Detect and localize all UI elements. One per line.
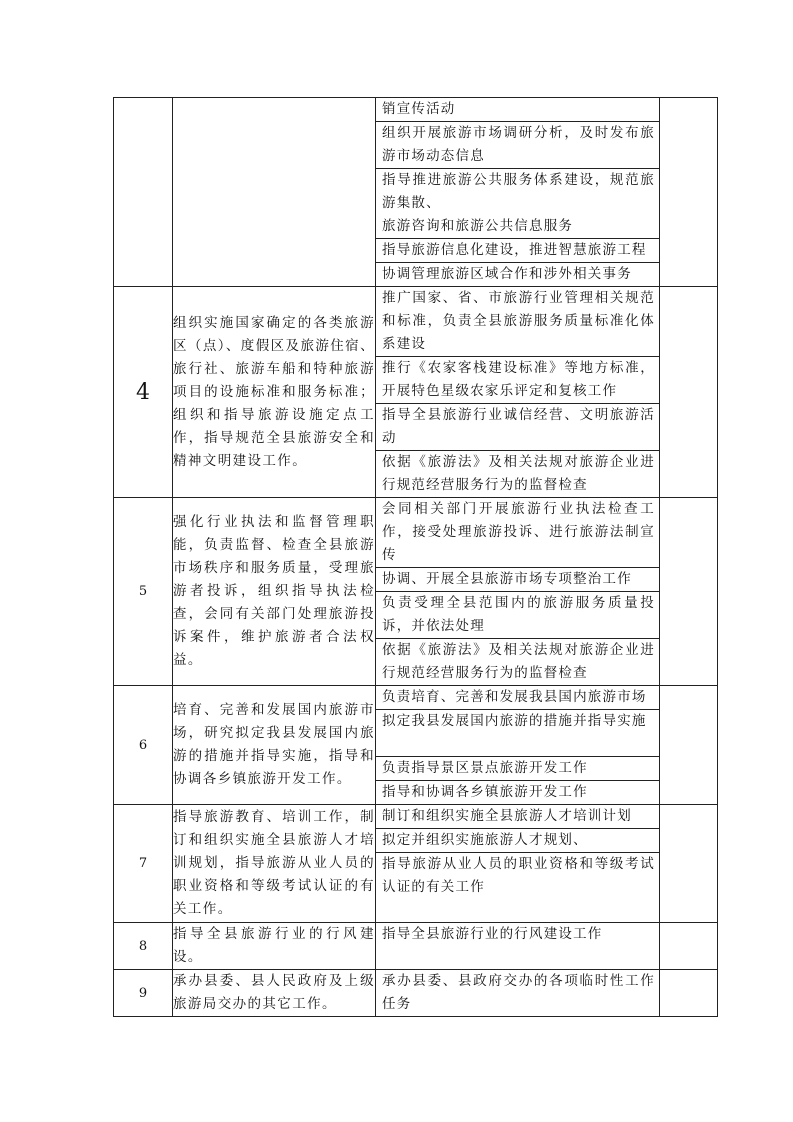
- table-row: [114, 98, 718, 287]
- task-list-cell: [376, 970, 660, 1017]
- task-item: [376, 686, 659, 709]
- task-item: [376, 356, 659, 403]
- row-number: 5: [114, 498, 173, 686]
- task-text: 指导全县旅游行业的行风建设工作: [382, 926, 603, 942]
- remarks-cell: [660, 287, 718, 498]
- table-row: [114, 686, 718, 805]
- task-item: [376, 567, 659, 591]
- task-text: 指导推进旅游公共服务体系建设，规范旅游集散、: [382, 172, 655, 211]
- task-item: [376, 98, 659, 121]
- task-item: [376, 756, 659, 780]
- task-item: [376, 709, 659, 756]
- task-item: [376, 238, 659, 262]
- main-function-cell: 指导全县旅游行业的行风建设。: [173, 923, 376, 970]
- task-list-cell: [376, 498, 660, 686]
- task-text: 组织开展旅游市场调研分析，及时发布旅游市场动态信息: [382, 125, 655, 164]
- task-list-cell: [376, 923, 660, 970]
- main-function-cell: 强化行业执法和监督管理职能，负责监督、检查全县旅游市场秩序和服务质量，受理旅游者投诉，组织指导执法检查，会同有关部门处理旅游投诉案件，维护旅游者合法权益。: [173, 498, 376, 686]
- task-text: 指导旅游信息化建设，推进智慧旅游工程: [382, 242, 647, 258]
- task-item: [376, 168, 659, 238]
- task-item: [376, 638, 659, 685]
- task-text: 拟定并组织实施旅游人才规划、: [382, 832, 588, 848]
- task-item: [376, 852, 659, 922]
- main-function-cell: 指导旅游教育、培训工作，制订和组织实施全县旅游人才培训规划，指导旅游从业人员的职业资格和等级考试认证的有关工作。: [173, 805, 376, 923]
- row-number: [114, 98, 173, 287]
- task-text: 旅游咨询和旅游公共信息服务: [382, 218, 574, 234]
- task-text: 会同相关部门开展旅游行业执法检查工作，接受处理旅游投诉、进行旅游法制宣传: [382, 501, 655, 563]
- table-row: [114, 805, 718, 923]
- task-item: [376, 287, 659, 356]
- task-text: 负责培育、完善和发展我县国内旅游市场: [382, 689, 647, 705]
- task-text: 销宣传活动: [382, 101, 456, 117]
- remarks-cell: [660, 98, 718, 287]
- task-item: [376, 591, 659, 638]
- task-text: 指导全县旅游行业诚信经营、文明旅游活动: [382, 407, 655, 446]
- task-item: [376, 121, 659, 168]
- table-row: [114, 970, 718, 1017]
- task-text: 负责受理全县范围内的旅游服务质量投诉，并依法处理: [382, 595, 655, 634]
- task-text: 负责指导景区景点旅游开发工作: [382, 760, 588, 776]
- main-function-cell: 承办县委、县人民政府及上级旅游局交办的其它工作。: [173, 970, 376, 1017]
- row-number: 6: [114, 686, 173, 805]
- task-list-cell: [376, 98, 660, 287]
- row-number: 8: [114, 923, 173, 970]
- table-row: [114, 287, 718, 498]
- row-number: 7: [114, 805, 173, 923]
- task-text: 依据《旅游法》及相关法规对旅游企业进行规范经营服务行为的监督检查: [382, 454, 655, 493]
- task-text: 协调管理旅游区域合作和涉外相关事务: [382, 266, 632, 282]
- duties-table: [113, 97, 718, 1017]
- main-function-cell: [173, 98, 376, 287]
- task-item: [376, 403, 659, 450]
- task-list-cell: [376, 686, 660, 805]
- task-item: [376, 780, 659, 804]
- task-item: [376, 923, 659, 969]
- task-text: 推广国家、省、市旅游行业管理相关规范和标准，负责全县旅游服务质量标准化体系建设: [382, 290, 655, 352]
- task-list-cell: [376, 287, 660, 498]
- task-item: [376, 828, 659, 852]
- task-text: 协调、开展全县旅游市场专项整治工作: [382, 571, 632, 587]
- main-function-cell: 培育、完善和发展国内旅游市场，研究拟定我县发展国内旅游的措施并指导实施，指导和协调各乡镇旅游开发工作。: [173, 686, 376, 805]
- remarks-cell: [660, 970, 718, 1017]
- task-text: 指导和协调各乡镇旅游开发工作: [382, 784, 588, 800]
- main-function-cell: 组织实施国家确定的各类旅游区（点）、度假区及旅游住宿、旅行社、旅游车船和特种旅游项目的设施标准和服务标准；组织和指导旅游设施定点工作，指导规范全县旅游安全和精神文明建设工作。: [173, 287, 376, 498]
- task-text: 推行《农家客栈建设标准》等地方标准，开展特色星级农家乐评定和复核工作: [382, 360, 655, 399]
- task-text: 拟定我县发展国内旅游的措施并指导实施: [382, 713, 647, 729]
- task-text: 指导旅游从业人员的职业资格和等级考试认证的有关工作: [382, 856, 655, 895]
- row-number: 4: [114, 287, 173, 498]
- task-item: [376, 498, 659, 567]
- task-list-cell: [376, 805, 660, 923]
- task-text: 制订和组织实施全县旅游人才培训计划: [382, 808, 632, 824]
- task-item: [376, 450, 659, 497]
- table-row: [114, 923, 718, 970]
- task-text: 承办县委、县政府交办的各项临时性工作任务: [382, 973, 655, 1012]
- task-text: 依据《旅游法》及相关法规对旅游企业进行规范经营服务行为的监督检查: [382, 642, 655, 681]
- remarks-cell: [660, 498, 718, 686]
- task-item: [376, 805, 659, 828]
- row-number: 9: [114, 970, 173, 1017]
- remarks-cell: [660, 805, 718, 923]
- task-item: [376, 262, 659, 286]
- remarks-cell: [660, 686, 718, 805]
- task-item: [376, 970, 659, 1016]
- remarks-cell: [660, 923, 718, 970]
- table-row: [114, 498, 718, 686]
